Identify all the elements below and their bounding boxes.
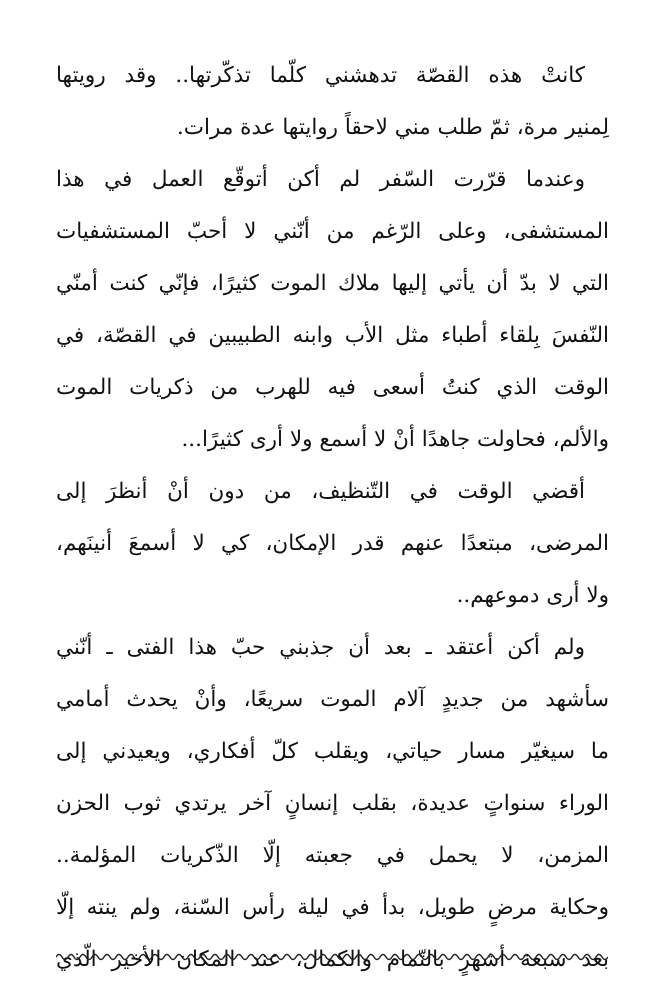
text-line: لِمنير مرة، ثمّ طلب مني لاحقاً روايتها عدة مرات. — [176, 115, 609, 140]
text-line: ولم أكن أعتقد ـ بعد أن جذبني حبّ هذا الفتى ـ أنّني — [56, 635, 585, 660]
text-line: سأشهد من جديدٍ آلام الموت سريعًا، وأنْ يحدث أمامي — [56, 687, 609, 712]
text-line: وعندما قرّرت السّفر لم أكن أتوقّع العمل في هذا — [56, 167, 585, 192]
text-line: وحكاية مرضٍ طويل، بدأ في ليلة رأس السّنة، ولم ينته إلّا — [56, 895, 609, 920]
text-line: المزمن، لا يحمل في جعبته إلّا الذّكريات المؤلمة.. — [56, 843, 609, 868]
text-line: والألم، فحاولت جاهدًا أنْ لا أسمع ولا أرى كثيرًا... — [181, 427, 609, 452]
text-line: النّفسَ بِلقاء أطباء مثل الأب وابنه الطبيبين في القصّة، في — [56, 323, 609, 348]
text-line: ما سيغيّر مسار حياتي، ويقلب كلّ أفكاري، ويعيدني إلى — [56, 739, 609, 764]
text-line: الوراء سنواتٍ عديدة، بقلب إنسانٍ آخر يرتدي ثوب الحزن — [56, 791, 609, 816]
text-line: كانتْ هذه القصّة تدهشني كلّما تذكّرتها.. وقد رويتها — [56, 63, 585, 88]
wavy-divider-line — [56, 955, 608, 960]
text-line: ولا أرى دموعهم.. — [456, 583, 609, 608]
text-line: المستشفى، وعلى الرّغم من أنّني لا أحبّ المستشفيات — [56, 219, 609, 244]
wavy-divider — [56, 950, 608, 964]
text-line: بعد سبعة أشهرٍ بالتّمام والكمال، عند المكان الأخير الّذي — [56, 947, 609, 972]
text-line: المرضى، مبتعدًا عنهم قدر الإمكان، كي لا أسمعَ أنينَهم، — [56, 531, 609, 556]
text-line: التي لا بدّ أن يأتي إليها ملاك الموت كثيرًا، فإنّي كنت أمنّي — [56, 271, 609, 296]
body-text — [56, 50, 609, 986]
text-line: الوقت الذي كنتُ أسعى فيه للهرب من ذكريات الموت — [56, 375, 609, 400]
text-line: أقضي الوقت في التّنظيف، من دون أنْ أنظرَ إلى — [56, 479, 585, 504]
